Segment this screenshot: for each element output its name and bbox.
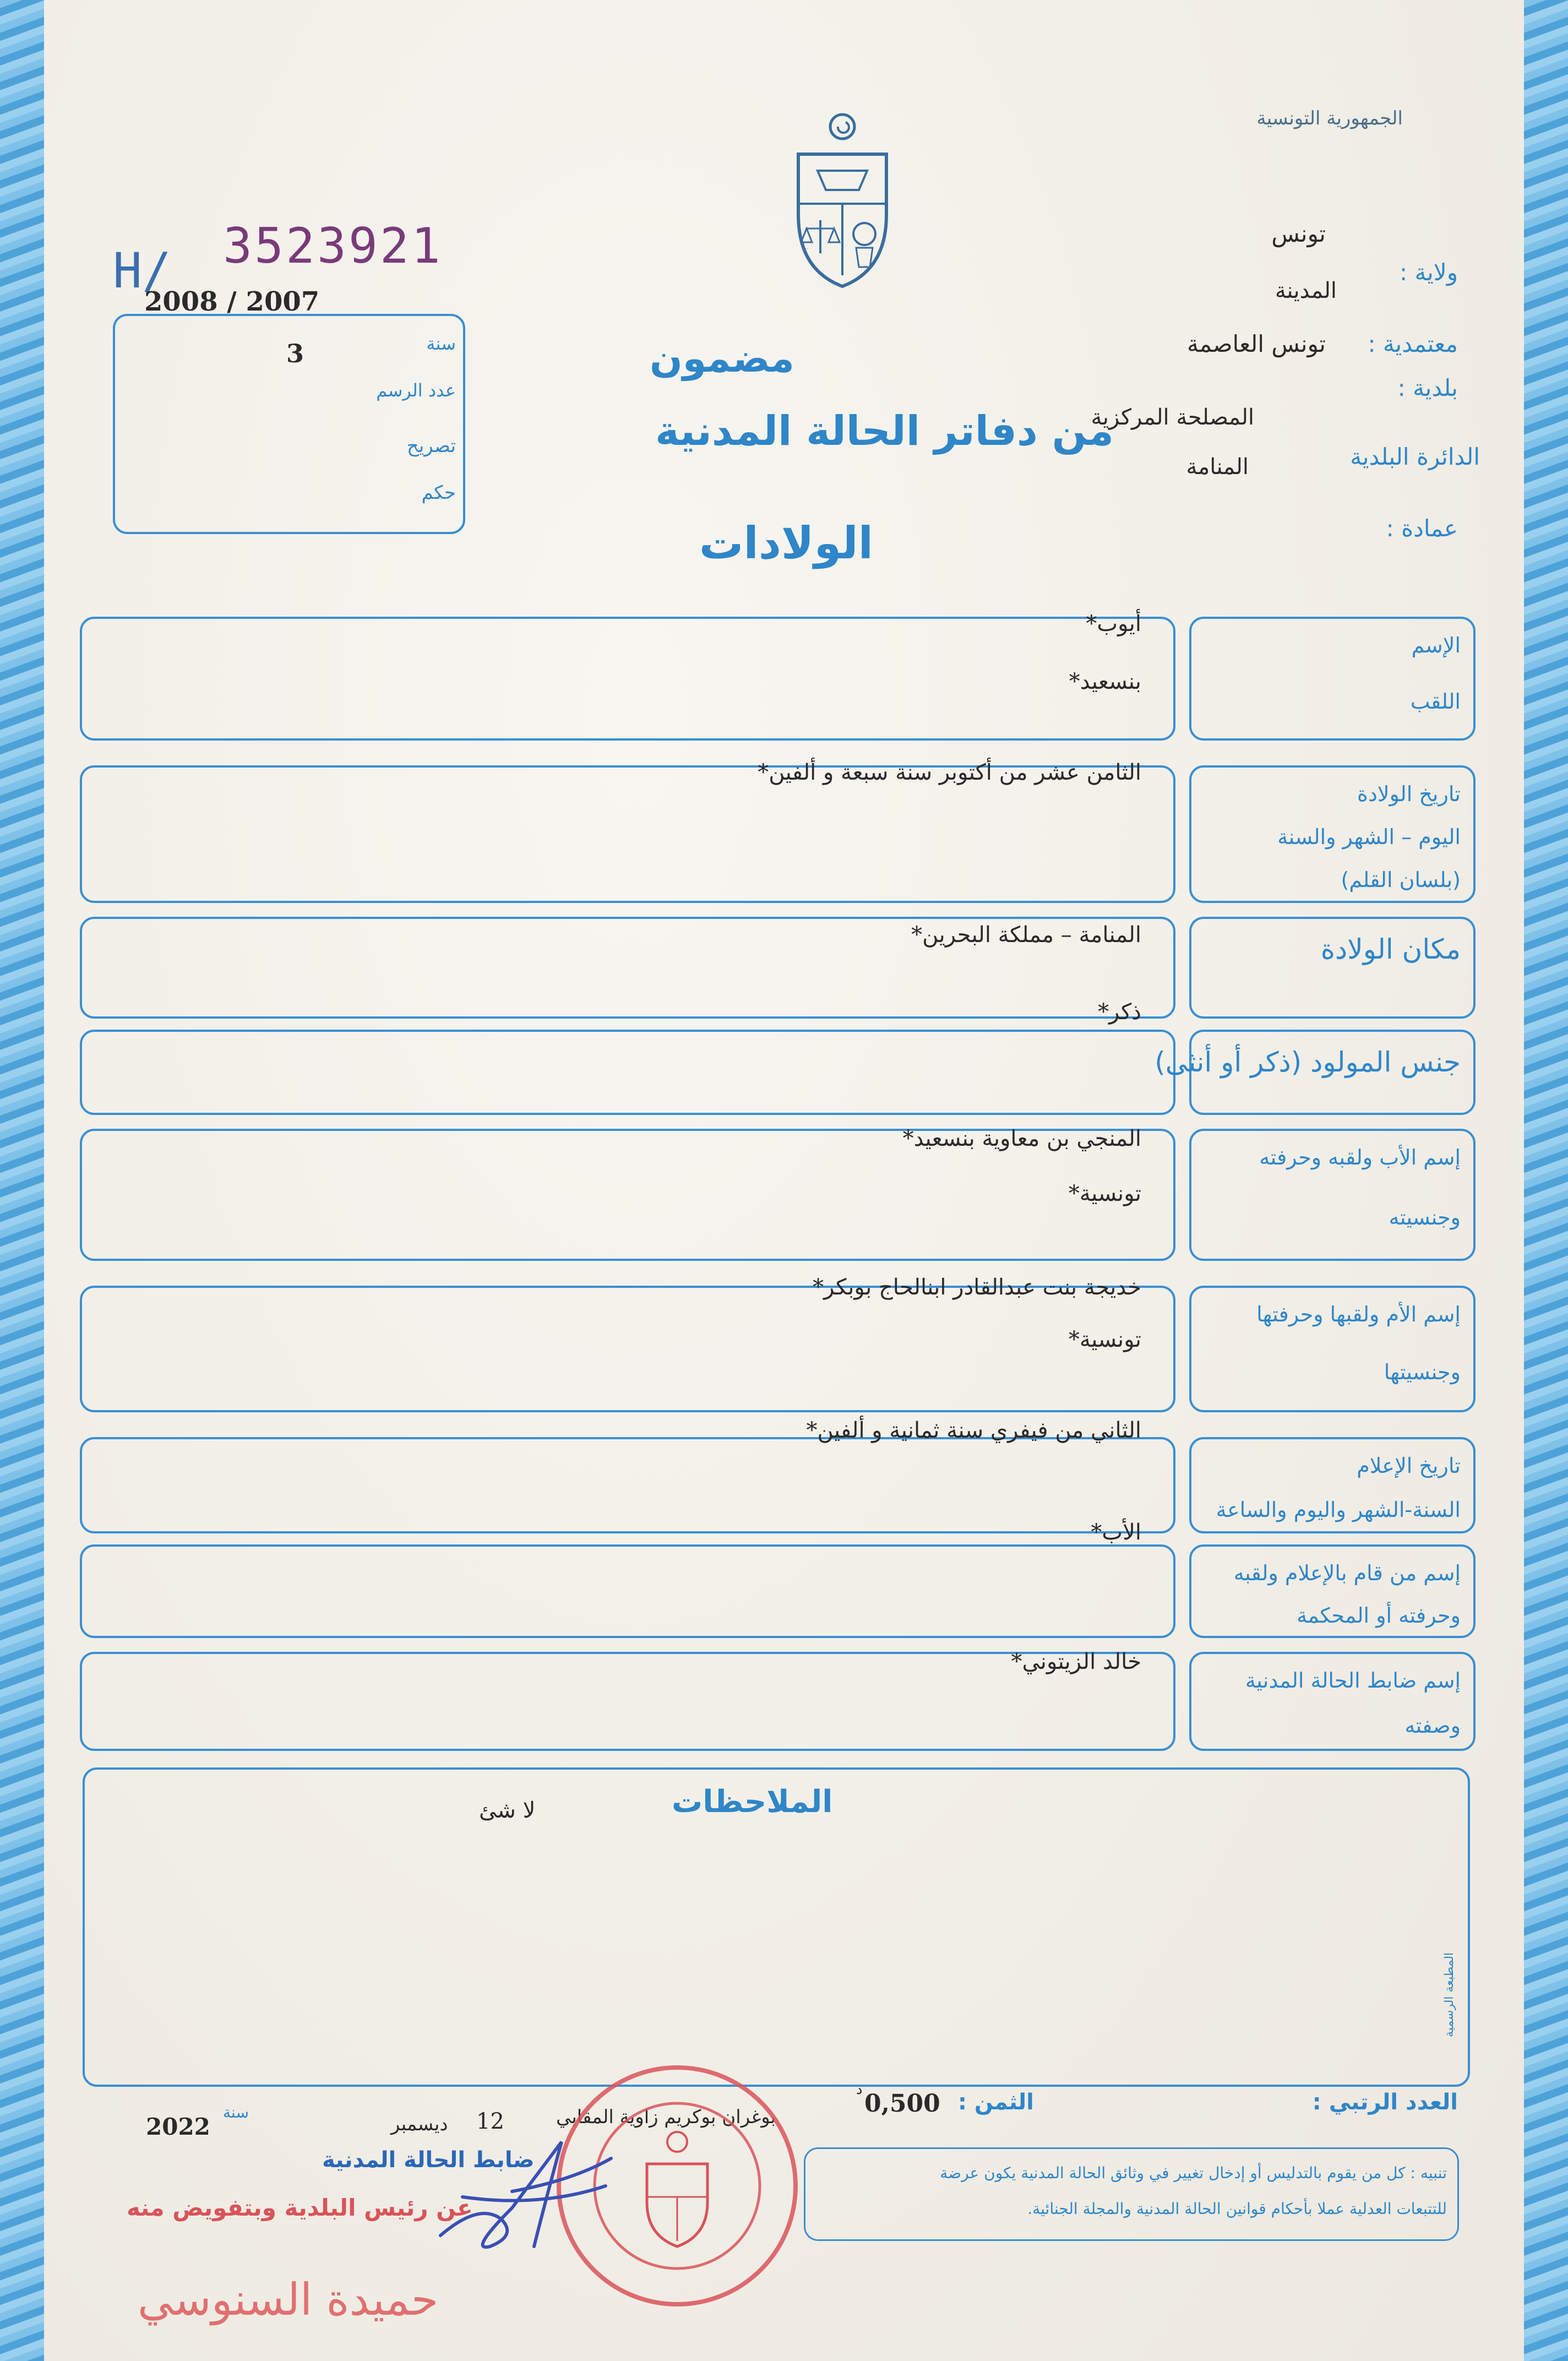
city-value: المدينة <box>1275 278 1337 303</box>
row-label-line: وحرفته أو المحكمة <box>1297 1603 1461 1628</box>
district-label: الدائرة البلدية <box>1350 443 1480 470</box>
serial-count-label: العدد الرتبي : <box>1312 2090 1458 2115</box>
baladia-label: بلدية : <box>1397 374 1458 401</box>
row-label-line: (بلسان القلم) <box>1341 868 1461 893</box>
price-value: 0,500 <box>864 2090 940 2118</box>
row-value-box <box>80 1544 1175 1638</box>
row-value-text: تونسية* <box>1068 1181 1141 1206</box>
officer-title: ضابط الحالة المدنية <box>322 2147 535 2173</box>
row-label-line: السنة-الشهر واليوم والساعة <box>1216 1497 1461 1522</box>
issue-year-value: 2022 <box>146 2113 210 2140</box>
row-label-line: تاريخ الإعلام <box>1357 1454 1461 1478</box>
row-value-text: الأب* <box>1091 1520 1141 1545</box>
row-label-line: إسم من قام بالإعلام ولقبه <box>1233 1561 1461 1585</box>
issue-month: ديسمبر <box>391 2113 448 2135</box>
row-label-line: جنس المولود (ذكر أو أنثى) <box>1155 1046 1461 1078</box>
fee-number-value: 3 <box>286 339 304 368</box>
row-value-box <box>80 765 1175 903</box>
title-line1: مضمون <box>650 336 794 381</box>
left-decorative-border <box>0 0 44 2361</box>
fee-year-label: سنة <box>426 333 456 354</box>
row-value-text: تونسية* <box>1068 1327 1141 1352</box>
republic-label: الجمهورية التونسية <box>1256 107 1403 129</box>
omada-label: عمادة : <box>1386 515 1458 542</box>
right-decorative-border <box>1524 0 1568 2361</box>
serial-number: 3523921 <box>223 217 443 274</box>
year-range: 2008 / 2007 <box>144 286 320 317</box>
row-label-line: وصفته <box>1404 1713 1461 1738</box>
row-label-box <box>1189 917 1476 1019</box>
wilaya-label: ولاية : <box>1400 259 1458 286</box>
title-line2: من دفاتر الحالة المدنية <box>655 407 1114 455</box>
wilaya-value: تونس <box>1271 220 1326 247</box>
delegation-text: عن رئيس البلدية وبتفويض منه <box>127 2194 473 2221</box>
row-value-text: خديجة بنت عبدالقادر ابنالحاج بوبكر* <box>813 1275 1141 1300</box>
declaration-label: تصريح <box>406 435 456 457</box>
row-label-line: اللقب <box>1410 689 1461 714</box>
serial-prefix: H/ <box>113 242 171 299</box>
row-value-text: خالد الزيتوني* <box>1011 1649 1141 1674</box>
printer-note: المطبعة الرسمية <box>1442 1952 1456 2037</box>
district-value: المنامة <box>1186 454 1249 480</box>
remarks-label: الملاحظات <box>672 1784 833 1820</box>
warning-box <box>804 2147 1459 2241</box>
motamadia-label: معتمدية : <box>1368 330 1458 357</box>
row-value-box <box>80 1437 1175 1533</box>
row-value-text: بنسعيد* <box>1069 669 1141 694</box>
row-label-line: وجنسيته <box>1389 1205 1461 1230</box>
row-value-box <box>80 1030 1175 1115</box>
row-value-text: الثامن عشر من أكتوبر سنة سبعة و ألفين* <box>758 760 1141 785</box>
central-service-value: المصلحة المركزية <box>1091 405 1254 430</box>
row-value-box <box>80 617 1175 741</box>
issue-place: بوغران بوكريم زاوية المقابي <box>556 2106 776 2128</box>
warning-line2: للتتبعات العدلية عملا بأحكام قوانين الحالة المدنية والمجلة الجنائية. <box>1027 2200 1447 2218</box>
warning-line1: تنبيه : كل من يقوم بالتدليس أو إدخال تغيير في وثائق الحالة المدنية يكون عرضة <box>940 2164 1447 2182</box>
row-label-line: اليوم – الشهر والسنة <box>1277 825 1461 850</box>
signature-icon <box>429 2125 628 2257</box>
row-label-line: إسم ضابط الحالة المدنية <box>1245 1668 1461 1693</box>
row-label-line: تاريخ الولادة <box>1357 782 1461 806</box>
price-label: الثمن : <box>958 2090 1034 2115</box>
row-value-text: ذكر* <box>1098 999 1141 1025</box>
judgment-label: حكم <box>421 482 456 504</box>
row-value-text: أيوب* <box>1086 611 1141 637</box>
motamadia-value: تونس العاصمة <box>1187 330 1326 357</box>
issue-day: 12 <box>476 2109 504 2134</box>
row-value-text: الثاني من فيفري سنة ثمانية و ألفين* <box>806 1418 1141 1443</box>
row-label-line: مكان الولادة <box>1320 933 1461 965</box>
row-value-box <box>80 1286 1175 1412</box>
section-title: الولادات <box>699 518 874 569</box>
price-unit: د <box>856 2081 863 2098</box>
issue-year-label: سنة <box>223 2103 249 2121</box>
row-value-text: المنجي بن معاوية بنسعيد* <box>902 1126 1141 1151</box>
row-label-line: إسم الأب ولقبه وحرفته <box>1259 1145 1461 1169</box>
row-label-line: وجنسيتها <box>1384 1359 1461 1384</box>
row-label-line: إسم الأم ولقبها وحرفتها <box>1256 1302 1461 1326</box>
row-label-line: الإسم <box>1411 633 1461 657</box>
remarks-value: لا شئ <box>479 1798 536 1823</box>
fee-number-label: عدد الرسم <box>376 380 456 401</box>
tunisia-emblem-icon <box>787 110 897 292</box>
row-value-text: المنامة – مملكة البحرين* <box>911 922 1141 948</box>
officer-name-stamp: حميدة السنوسي <box>138 2274 439 2325</box>
